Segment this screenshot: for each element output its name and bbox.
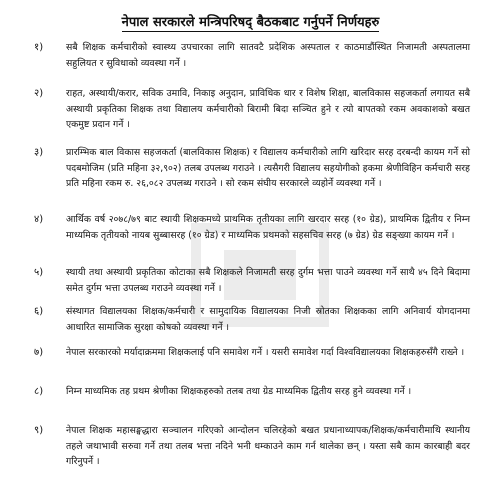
item-text: प्रारम्भिक बाल विकास सहजकर्ता (बालविकास शिक्षक) र विद्यालय कर्मचारीको लागि खरिदार सरह दरबन्दी कायम गर्ने सो पदबमोजिम (प्रति महिना ३२,९०२) तलब उपलब्ध गराउने । त्यसैगरी विद्यालय सहयोगीको हकमा श्रेणीविहिन कर्मचारी सरह प्रति महिना रकम रु. २६,०८२ उपलब्ध गराउने । सो रकम संघीय सरकारले व्यहोर्ने व्यवस्था गर्ने ।: [66, 147, 470, 189]
item-number: ६): [34, 306, 44, 317]
item-number: १): [34, 42, 44, 53]
item-number: ७): [34, 347, 44, 358]
item-text: आर्थिक वर्ष २०७८/७९ बाट स्थायी शिक्षकमध्ये प्राथमिक तृतीयका लागि खरदार सरह (१० ग्रेड), प्राथमिक द्वितीय र निम्न माध्यमिक तृतीयको नायब सुब्बासरह (१० ग्रेड) र माध्यमिक प्रथमको सहसचिव सरह (७ ग्रेड) ग्रेड सङ्ख्या कायम गर्ने ।: [66, 214, 470, 241]
item-number: २): [34, 88, 44, 99]
item-number: ९): [34, 425, 44, 436]
item-number: ३): [34, 147, 44, 158]
item-text: स्थायी तथा अस्थायी प्रकृतिका कोटाका सबै शिक्षकले निजामती सरह दुर्गम भत्ता पाउने व्यवस्था गर्ने साथै ४५ दिने बिदामा समेत दुर्गम भत्ता उपलब्ध गराउने व्यवस्था गर्ने ।: [66, 267, 470, 294]
item-text: नेपाल शिक्षक महासङ्घद्धारा सञ्चालन गरिएको आन्दोलन चलिरहेको बखत प्रधानाध्यापक/शिक्षक/कर्मचारीमाथि स्थानीय तहले जथाभावी सरुवा गर्ने तथा तलब भत्ता नदिने भनी धम्काउने काम गर्न थालेका छन् । यस्ता सबै काम कारबाही बदर गरिनुपर्ने ।: [66, 425, 470, 467]
item-text: नेपाल सरकारको मर्यादाक्रममा शिक्षकलाई पनि समावेश गर्ने । यसरी समावेश गर्दा विश्वविद्यालयका शिक्षकहरुसँगै राख्ने ।: [66, 347, 465, 358]
item-number: ४): [34, 214, 44, 225]
item-text: निम्न माध्यमिक तह प्रथम श्रेणीका शिक्षकहरुको तलब तथा ग्रेड माध्यमिक द्वितीय सरह हुने व्यवस्था गर्ने ।: [66, 386, 412, 397]
item-number: ८): [34, 386, 44, 397]
item-number: ५): [34, 267, 44, 278]
item-text: राहत, अस्थायी/करार, सविक उमावि, निकाइ अनुदान, प्राविधिक धार र विशेष शिक्षा, बालविकास सहजकर्ता लगायत सबै अस्थायी प्रकृतिका शिक्षक तथा विद्यालय कर्मचारीको बिरामी बिदा सञ्चित हुने र त्यो बापतको रकम अवकाशको बखत एकमुष्ट प्रदान गर्ने ।: [66, 88, 470, 130]
item-text: सबै शिक्षक कर्मचारीको स्वास्थ्य उपचारका लागि सातवटै प्रदेशिक अस्पताल र काठमाडौंस्थित निजामती अस्पतालमा सहुलियत र सुविधाको व्यवस्था गर्ने ।: [66, 42, 470, 69]
document-title: नेपाल सरकारले मन्त्रिपरिषद् बैठकबाट गर्नुपर्ने निर्णयहरु: [121, 15, 380, 30]
item-text: संस्थागत विद्यालयका शिक्षक/कर्मचारी र सामुदायिक विद्यालयका निजी स्रोतका शिक्षकका लागि अनिवार्य योगदानमा आधारित सामाजिक सुरक्षा कोषको व्यवस्था गर्ने ।: [66, 306, 470, 333]
